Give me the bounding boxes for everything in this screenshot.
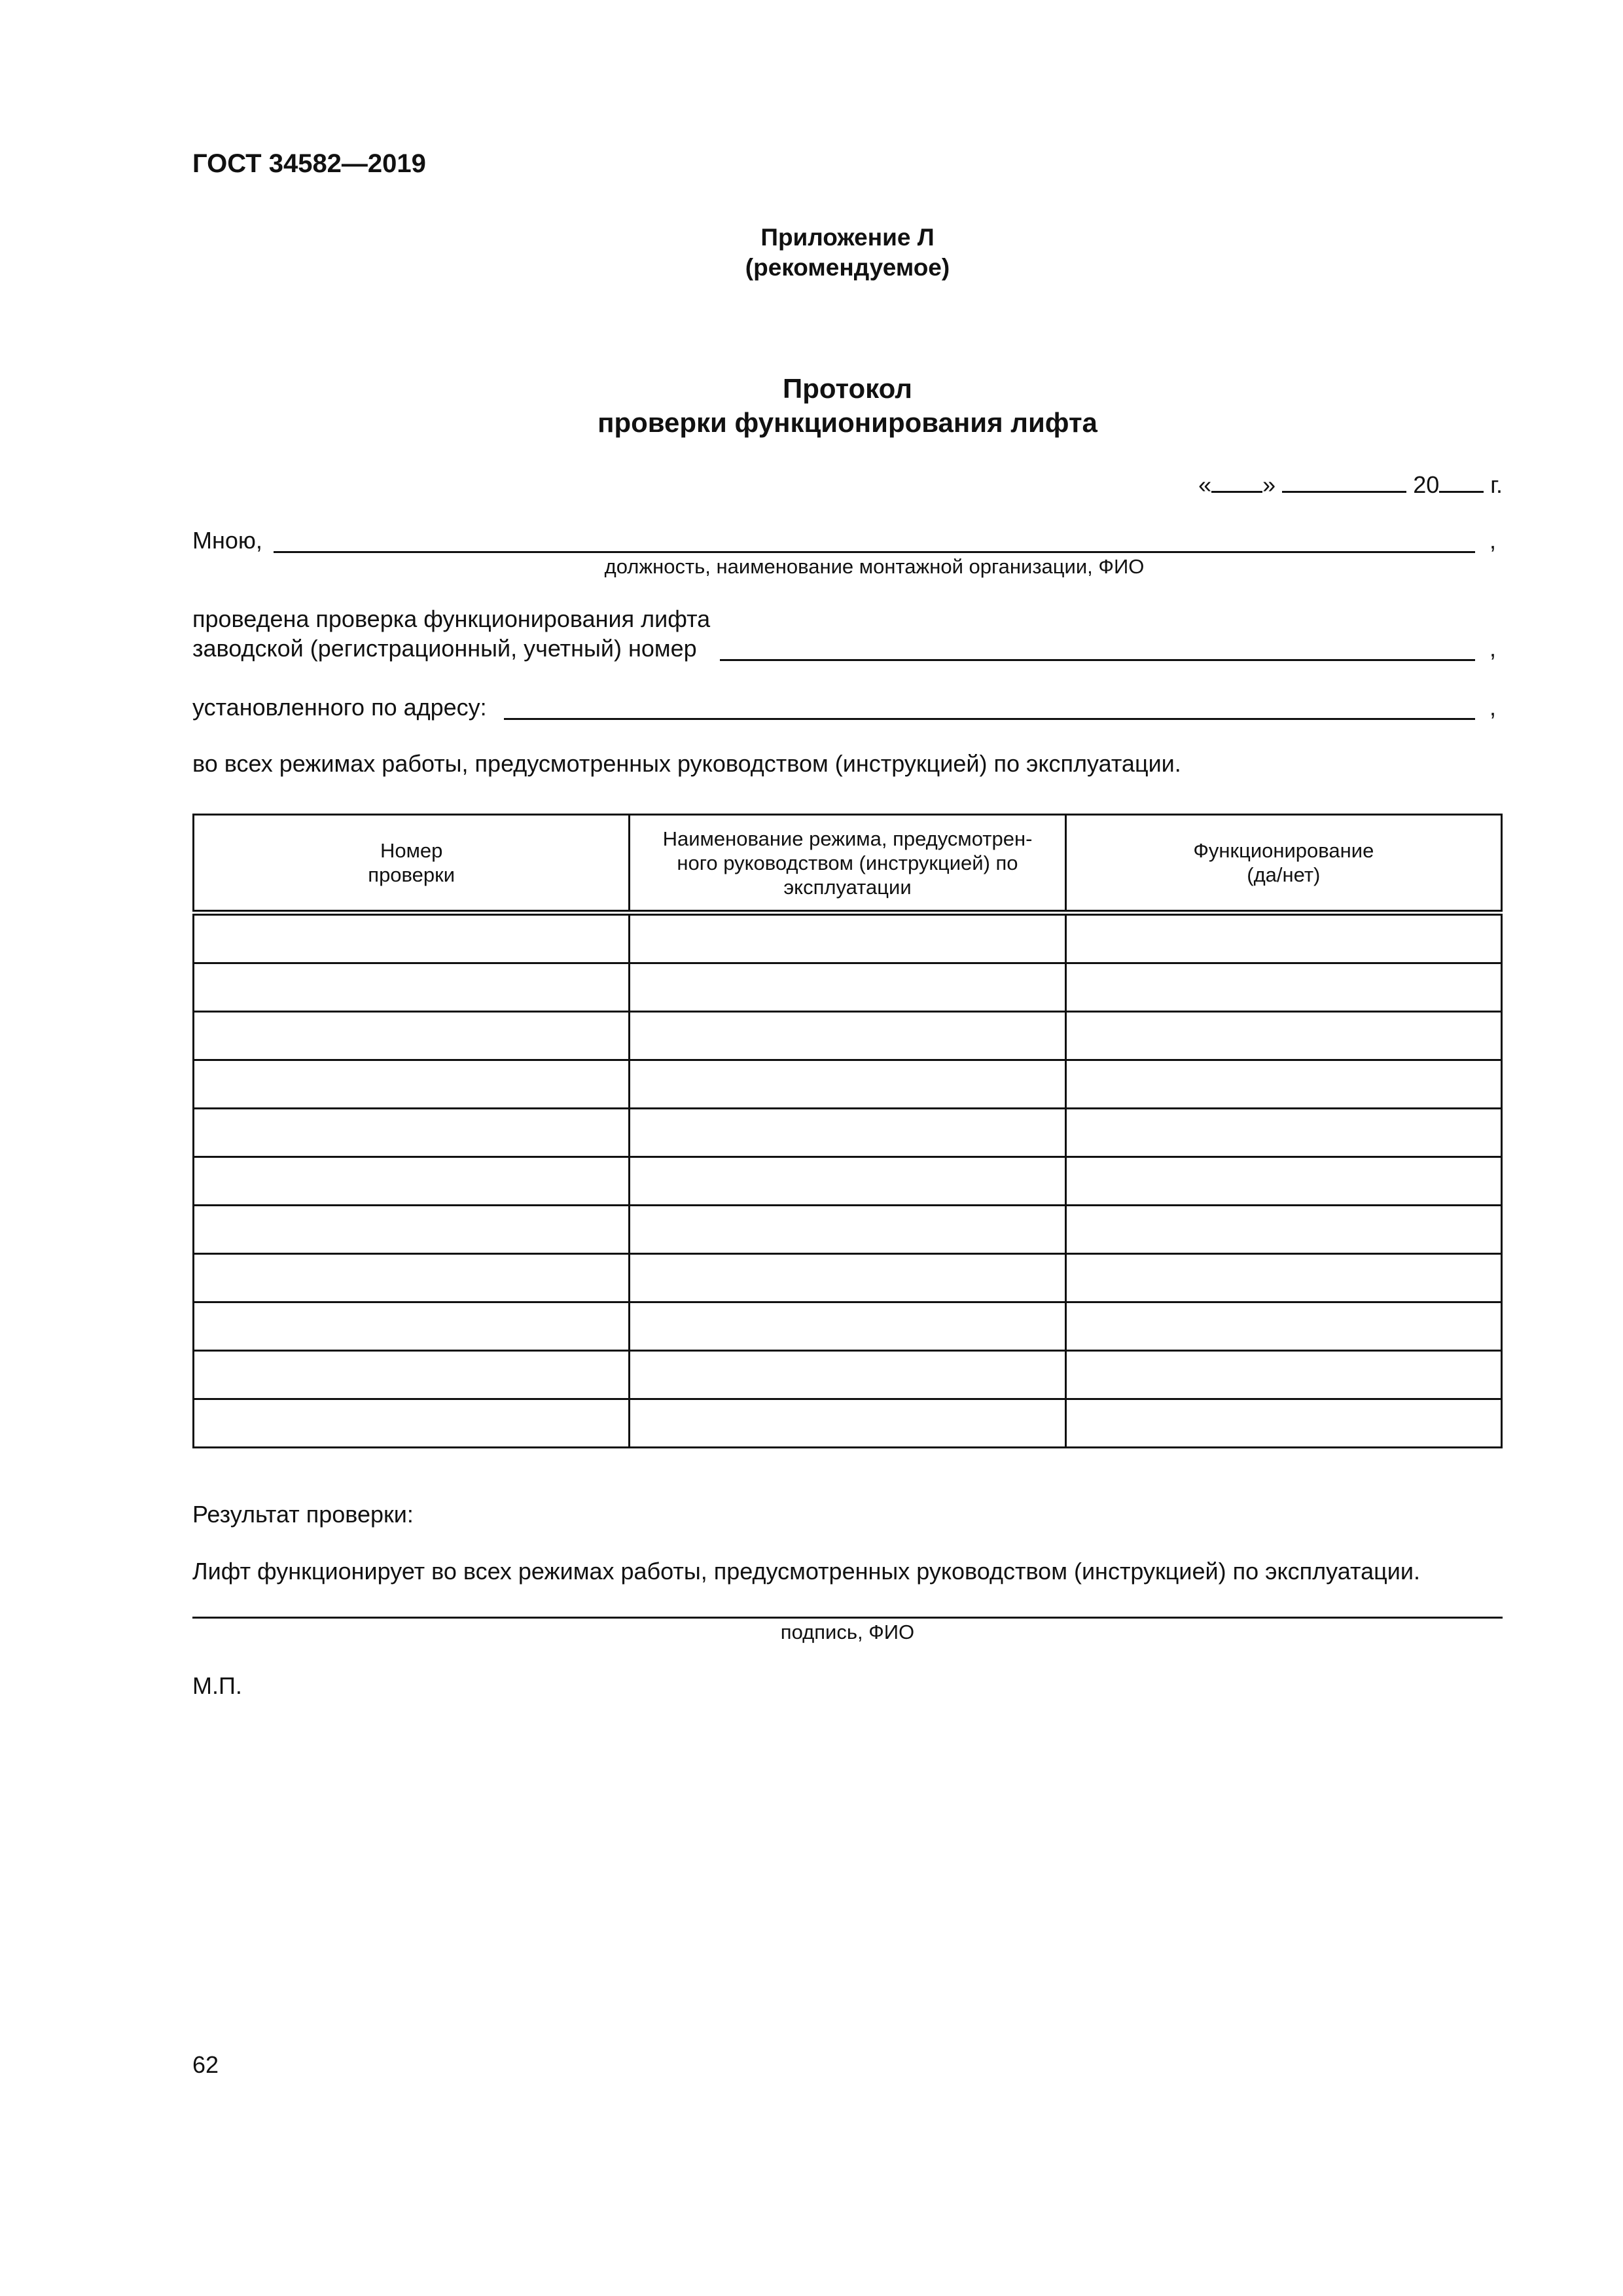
page-number: 62 bbox=[192, 2051, 219, 2078]
table-cell bbox=[630, 913, 1065, 963]
address-comma: , bbox=[1489, 694, 1497, 721]
result-label: Результат проверки: bbox=[192, 1501, 414, 1528]
address-label: установленного по адресу: bbox=[192, 694, 487, 721]
check-line: проведена проверка функционирования лифта bbox=[192, 605, 711, 632]
table-cell bbox=[1065, 1302, 1501, 1351]
table-cell bbox=[630, 1157, 1065, 1206]
table-cell bbox=[1065, 963, 1501, 1012]
day-blank bbox=[1211, 469, 1262, 493]
month-blank bbox=[1282, 469, 1406, 493]
performer-caption: должность, наименование монтажной организации, ФИО bbox=[604, 555, 1145, 578]
table-cell bbox=[194, 1302, 630, 1351]
result-text: Лифт функционирует во всех режимах работы, предусмотренных руководством (инструкцией) по эксплуатации. bbox=[192, 1558, 1420, 1585]
table-cell bbox=[194, 963, 630, 1012]
table-cell bbox=[194, 913, 630, 963]
table-cell bbox=[630, 1254, 1065, 1302]
table-cell bbox=[1065, 1351, 1501, 1399]
table-cell bbox=[1065, 1060, 1501, 1109]
table-header-row bbox=[194, 815, 1502, 913]
table-cell bbox=[1065, 1254, 1501, 1302]
table-row bbox=[194, 963, 1502, 1012]
table-cell bbox=[194, 1012, 630, 1060]
performer-comma: , bbox=[1489, 527, 1497, 554]
table-cell bbox=[630, 1012, 1065, 1060]
table-row bbox=[194, 1351, 1502, 1399]
table-cell bbox=[194, 1399, 630, 1448]
year-prefix: 20 bbox=[1413, 471, 1440, 498]
title-line-2: проверки функционирования лифта bbox=[597, 407, 1097, 438]
serial-label: заводской (регистрационный, учетный) номер bbox=[192, 635, 697, 662]
signature-caption: подпись, ФИО bbox=[780, 1621, 915, 1643]
appendix-heading bbox=[192, 223, 1503, 283]
year-blank bbox=[1439, 469, 1484, 493]
table-cell bbox=[194, 1254, 630, 1302]
table-cell bbox=[630, 1206, 1065, 1254]
table-cell bbox=[194, 1206, 630, 1254]
date-field bbox=[1198, 469, 1503, 499]
serial-number-blank bbox=[720, 659, 1475, 661]
check-results-table bbox=[192, 814, 1503, 1448]
date-open-quote: « bbox=[1198, 471, 1212, 498]
table-cell bbox=[1065, 1157, 1501, 1206]
year-suffix: г. bbox=[1490, 471, 1503, 498]
table-cell bbox=[1065, 913, 1501, 963]
date-close-quote: » bbox=[1262, 471, 1276, 498]
serial-comma: , bbox=[1489, 635, 1497, 662]
table-row bbox=[194, 913, 1502, 963]
table-cell bbox=[630, 1109, 1065, 1157]
signature-line bbox=[192, 1617, 1503, 1619]
table-cell bbox=[1065, 1109, 1501, 1157]
table-cell bbox=[194, 1060, 630, 1109]
table-cell bbox=[630, 1302, 1065, 1351]
table-row bbox=[194, 1012, 1502, 1060]
header-check-number: Номер проверки bbox=[194, 815, 630, 913]
table-cell bbox=[630, 1060, 1065, 1109]
header-mode-name: Наименование режима, предусмотрен- ного руководством (инструкцией) по эксплуатации bbox=[630, 815, 1065, 913]
table-row bbox=[194, 1206, 1502, 1254]
table-cell bbox=[1065, 1399, 1501, 1448]
table-row bbox=[194, 1109, 1502, 1157]
table-cell bbox=[194, 1157, 630, 1206]
table-cell bbox=[1065, 1206, 1501, 1254]
performer-blank bbox=[274, 551, 1475, 553]
table-cell bbox=[194, 1109, 630, 1157]
table-row bbox=[194, 1254, 1502, 1302]
table-cell bbox=[630, 963, 1065, 1012]
document-code: ГОСТ 34582—2019 bbox=[192, 149, 426, 178]
modes-text: во всех режимах работы, предусмотренных руководством (инструкцией) по эксплуатации. bbox=[192, 750, 1181, 777]
table-cell bbox=[630, 1399, 1065, 1448]
table-row bbox=[194, 1399, 1502, 1448]
title-line-1: Протокол bbox=[783, 373, 912, 404]
table-row bbox=[194, 1060, 1502, 1109]
appendix-label: Приложение Л bbox=[760, 224, 935, 251]
table-cell bbox=[194, 1351, 630, 1399]
address-blank bbox=[504, 718, 1475, 720]
appendix-type: (рекомендуемое) bbox=[745, 254, 950, 281]
table-cell bbox=[630, 1351, 1065, 1399]
table-row bbox=[194, 1302, 1502, 1351]
protocol-title bbox=[192, 372, 1503, 440]
stamp-placeholder: М.П. bbox=[192, 1672, 242, 1699]
table-cell bbox=[1065, 1012, 1501, 1060]
performer-label: Мною, bbox=[192, 527, 262, 554]
table-row bbox=[194, 1157, 1502, 1206]
header-functioning: Функционирование (да/нет) bbox=[1065, 815, 1501, 913]
